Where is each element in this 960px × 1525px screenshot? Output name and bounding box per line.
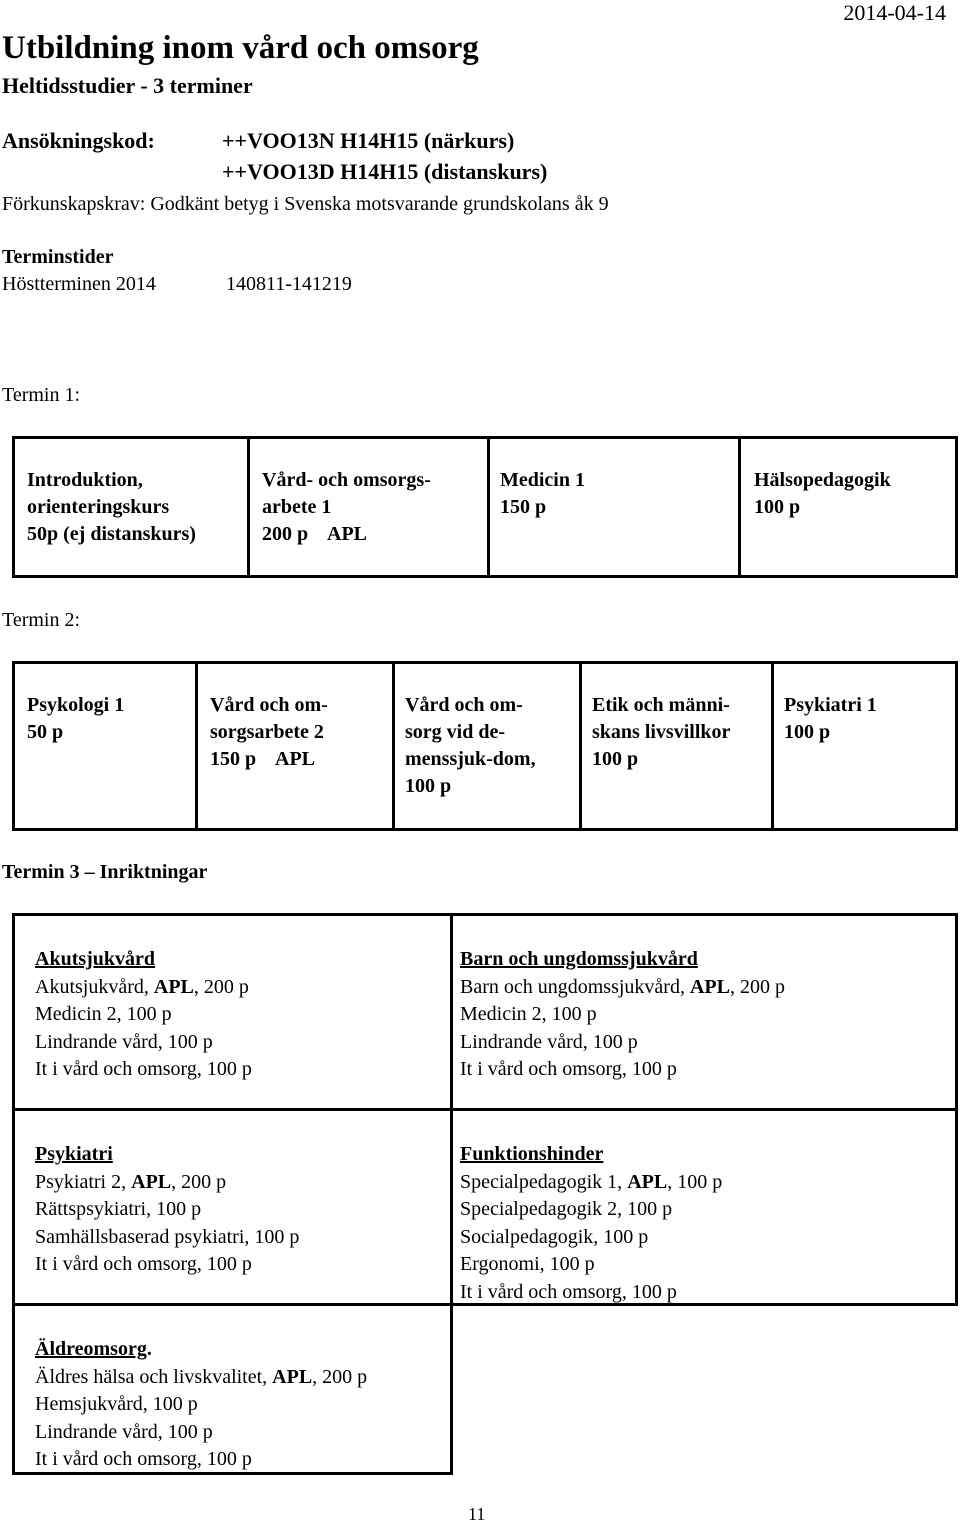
document-title: Utbildning inom vård och omsorg: [2, 30, 479, 66]
term2-course-psykologi-1: [12, 661, 198, 831]
course-line: 200 p APL: [262, 523, 368, 545]
document-date: 2014-04-14: [843, 0, 946, 25]
term3-heading: Termin 3 – Inriktningar: [2, 861, 208, 883]
term1-course-halsopedagogik: [738, 436, 958, 578]
course-line: 50p (ej distanskurs): [27, 523, 196, 545]
term2-course-demenssjukdom: [392, 661, 582, 831]
course-line: 150 p APL: [210, 748, 316, 770]
track-funktionshinder: [450, 1108, 958, 1306]
page-number: 11: [468, 1504, 486, 1524]
course-line: 100 p: [592, 748, 639, 770]
track-akutsjukvard: [12, 913, 453, 1111]
track-item: Barn och ungdomssjukvård, APL, 200 p: [460, 975, 785, 998]
term1-course-intro: [12, 436, 250, 578]
course-line: Medicin 1: [500, 469, 585, 491]
course-line: Vård och om-: [405, 694, 523, 716]
term2-heading: Termin 2:: [2, 609, 81, 631]
course-line: Etik och männi-: [592, 694, 730, 716]
term-times-dates: 140811-141219: [226, 273, 352, 295]
track-item: It i vård och omsorg, 100 p: [460, 1058, 677, 1080]
course-line: menssjuk-dom,: [405, 748, 536, 770]
course-line: sorg vid de-: [405, 721, 505, 743]
application-code-2: ++VOO13D H14H15 (distanskurs): [222, 159, 548, 184]
term1-course-medicin-1: [487, 436, 741, 578]
course-line: arbete 1: [262, 496, 332, 518]
track-item: Lindrande vård, 100 p: [460, 1030, 638, 1053]
document-subtitle: Heltidsstudier - 3 terminer: [2, 73, 253, 98]
course-line: Hälsopedagogik: [754, 469, 891, 491]
track-item: Psykiatri 2, APL, 200 p: [35, 1170, 227, 1193]
course-line: sorgsarbete 2: [210, 721, 324, 743]
course-line: 150 p: [500, 496, 547, 518]
term1-course-vard-omsorg-1: [247, 436, 490, 578]
track-item: Samhällsbaserad psykiatri, 100 p: [35, 1225, 300, 1248]
track-item: It i vård och omsorg, 100 p: [35, 1253, 252, 1275]
course-line: Vård- och omsorgs-: [262, 469, 431, 491]
track-psykiatri: [12, 1108, 453, 1306]
track-item: Lindrande vård, 100 p: [35, 1420, 213, 1443]
course-line: 100 p: [784, 721, 831, 743]
course-line: Introduktion,: [27, 469, 143, 491]
course-line: Psykiatri 1: [784, 694, 877, 716]
application-code-label: Ansökningskod:: [2, 128, 155, 153]
track-title: Barn och ungdomssjukvård: [460, 948, 698, 970]
track-title: Psykiatri: [35, 1143, 113, 1165]
course-line: 100 p: [405, 775, 452, 797]
track-item: Medicin 2, 100 p: [460, 1003, 597, 1025]
track-item: It i vård och omsorg, 100 p: [35, 1058, 252, 1080]
course-line: skans livsvillkor: [592, 721, 731, 743]
term-times-heading: Terminstider: [2, 246, 114, 268]
course-line: 100 p: [754, 496, 801, 518]
term2-course-psykiatri-1: [771, 661, 958, 831]
track-item: Äldres hälsa och livskvalitet, APL, 200 p: [35, 1365, 368, 1388]
prerequisites: Förkunskapskrav: Godkänt betyg i Svenska motsvarande grundskolans åk 9: [2, 193, 609, 215]
track-barn-ungdomssjukvard: [450, 913, 958, 1111]
term2-course-vard-omsorg-2: [195, 661, 395, 831]
track-item: Specialpedagogik 1, APL, 100 p: [460, 1170, 723, 1193]
track-item: Socialpedagogik, 100 p: [460, 1225, 649, 1248]
track-item: Lindrande vård, 100 p: [35, 1030, 213, 1053]
course-line: Vård och om-: [210, 694, 328, 716]
term2-course-etik: [579, 661, 774, 831]
track-item: Rättspsykiatri, 100 p: [35, 1198, 202, 1220]
course-line: orienteringskurs: [27, 496, 170, 518]
track-aldreomsorg: [12, 1303, 453, 1475]
track-title: Äldreomsorg.: [35, 1338, 152, 1360]
track-item: Medicin 2, 100 p: [35, 1003, 172, 1025]
term1-heading: Termin 1:: [2, 384, 81, 406]
track-item: Specialpedagogik 2, 100 p: [460, 1198, 673, 1220]
track-item: It i vård och omsorg, 100 p: [35, 1448, 252, 1470]
track-title: Funktionshinder: [460, 1143, 604, 1165]
track-title: Akutsjukvård: [35, 948, 156, 970]
track-item: Hemsjukvård, 100 p: [35, 1393, 198, 1415]
course-line: Psykologi 1: [27, 694, 125, 716]
track-item: Ergonomi, 100 p: [460, 1253, 595, 1275]
course-line: 50 p: [27, 721, 64, 743]
term-times-term: Höstterminen 2014: [2, 273, 156, 295]
track-item: Akutsjukvård, APL, 200 p: [35, 975, 249, 998]
track-item: It i vård och omsorg, 100 p: [460, 1280, 677, 1303]
application-code-1: ++VOO13N H14H15 (närkurs): [222, 128, 515, 153]
